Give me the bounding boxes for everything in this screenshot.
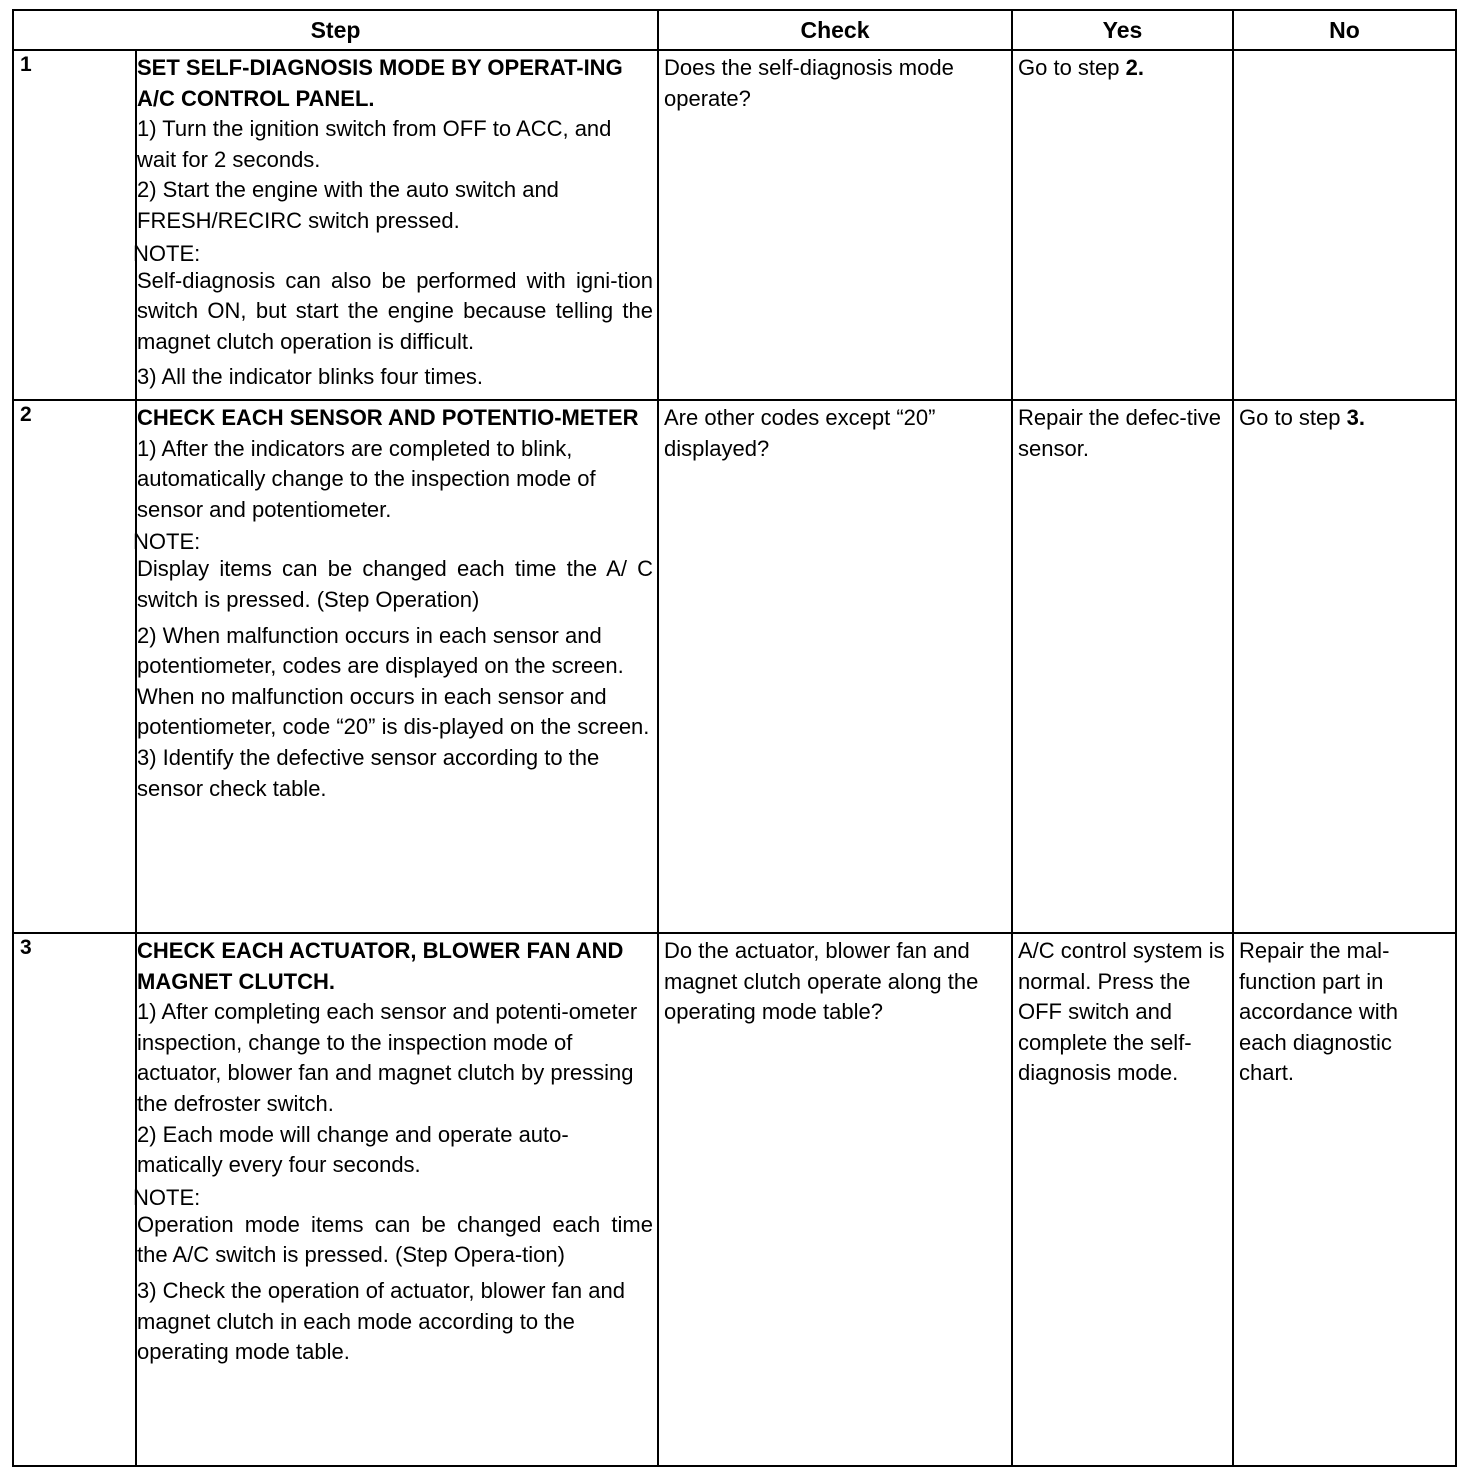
step-item: 3) Identify the defective sensor according to the sensor check table. [137, 744, 600, 801]
header-yes: Yes [1012, 10, 1233, 50]
step-item: 2) When malfunction occurs in each sensor and potentiometer, codes are displayed on the screen. When no malfunction occurs in each sensor and potentiometer, code “20” is dis-played on the screen. [137, 622, 650, 740]
step-item: 1) After completing each sensor and potenti-ometer inspection, change to the inspection mode of actuator, blower fan and magnet clutch by pressing the defroster switch. [137, 999, 638, 1116]
yes-cell [1012, 933, 1233, 1466]
header-row [13, 10, 1456, 50]
yes-cell [1012, 50, 1233, 400]
table-row [13, 933, 1456, 1466]
no-text: Repair the mal-function part in accordance with each diagnostic chart. [1239, 938, 1398, 1086]
diagnosis-table [12, 9, 1457, 1467]
header-check: Check [658, 10, 1012, 50]
check-cell: Do the actuator, blower fan and magnet clutch operate along the operating mode table? [658, 933, 1012, 1466]
step-title: SET SELF-DIAGNOSIS MODE BY OPERAT-ING A/C CONTROL PANEL. [137, 55, 623, 111]
note-label: NOTE: [133, 240, 201, 266]
check-cell: Are other codes except “20” displayed? [658, 400, 1012, 933]
yes-text: Go to step [1018, 55, 1126, 80]
note-label: NOTE: [133, 1184, 201, 1210]
table-row [13, 400, 1456, 933]
note-text: Self-diagnosis can also be performed with igni-tion switch ON, but start the engine because telling the magnet clutch operation is difficult. [137, 267, 653, 354]
yes-cell [1012, 400, 1233, 933]
no-cell [1233, 400, 1456, 933]
yes-text: Repair the defec-tive sensor. [1018, 405, 1221, 461]
step-number: 3 [13, 933, 136, 1466]
step-item: 3) Check the operation of actuator, blower fan and magnet clutch in each mode according to the operating mode table. [137, 1277, 625, 1365]
no-cell [1233, 50, 1456, 400]
step-item: 2) Start the engine with the auto switch and FRESH/RECIRC switch pressed. [137, 177, 559, 233]
step-item: 2) Each mode will change and operate auto-matically every four seconds. [137, 1121, 569, 1178]
check-cell: Does the self-diagnosis mode operate? [658, 50, 1012, 400]
step-item: 1) After the indicators are completed to blink, automatically change to the inspection mode of sensor and potentiometer. [137, 435, 596, 522]
table-row [13, 50, 1456, 400]
step-description [133, 400, 658, 933]
no-cell [1233, 933, 1456, 1466]
note-label: NOTE: [133, 529, 201, 555]
no-step-ref: 3. [1346, 405, 1365, 430]
yes-text: A/C control system is normal. Press the OFF switch and complete the self-diagnosis mode. [1018, 938, 1225, 1086]
step-item: 3) All the indicator blinks four times. [137, 364, 484, 390]
header-no: No [1233, 10, 1456, 50]
yes-step-ref: 2. [1125, 55, 1144, 80]
step-title: CHECK EACH SENSOR AND POTENTIO-METER [137, 405, 639, 430]
note-text: Display items can be changed each time the A/ C switch is pressed. (Step Operation) [137, 556, 653, 612]
step-title: CHECK EACH ACTUATOR, BLOWER FAN AND MAGNET CLUTCH. [137, 938, 624, 994]
step-item: 1) Turn the ignition switch from OFF to ACC, and wait for 2 seconds. [137, 116, 612, 172]
header-step: Step [13, 10, 658, 50]
no-text: Go to step [1239, 405, 1347, 430]
step-description [133, 50, 658, 400]
step-number: 1 [13, 50, 136, 400]
step-description [133, 933, 658, 1466]
note-text: Operation mode items can be changed each time the A/C switch is pressed. (Step Opera-tion) [137, 1211, 653, 1268]
step-number: 2 [13, 400, 136, 933]
